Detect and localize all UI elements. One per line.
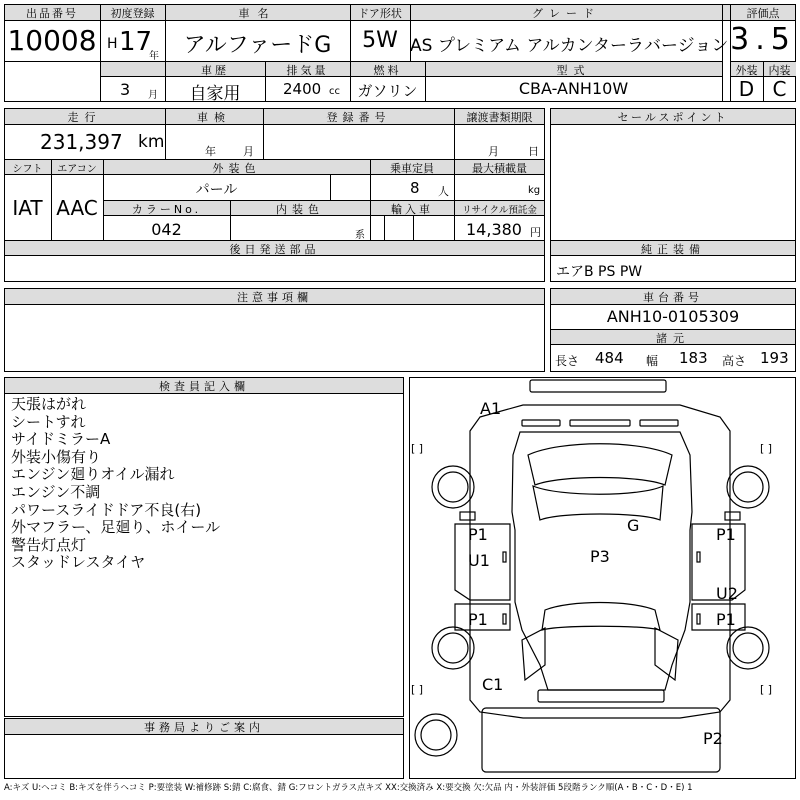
remark-line: 外マフラー、足廻り、ホイール — [11, 518, 221, 537]
name-label: 車名 — [238, 7, 277, 20]
mark-a1: A1 — [480, 399, 502, 418]
length: 484 — [595, 349, 624, 367]
reg-year-unit: 年 — [149, 51, 159, 62]
reg-month: 3 — [120, 80, 131, 99]
remark-line: スタッドレスタイヤ — [11, 553, 146, 572]
legend: A:キズ U:ヘコミ B:キズを伴うヘコミ P:要塗装 W:補修跡 S:錆 C:腐食、錆 G:フロントガラス点キズ XX:交換済み X:要交換 欠:欠品 内・外装評価 5段階ランク順(A・B・C・D・E) 1 — [4, 783, 693, 793]
mark-u1: U1 — [468, 551, 490, 570]
fuel-label: 燃料 — [373, 64, 402, 77]
inspector-remarks — [5, 394, 403, 714]
front-bumper — [530, 380, 666, 392]
grade-label: グレード — [532, 7, 600, 20]
car-diagram — [409, 377, 796, 779]
remark-line: パワースライドドア不良(右) — [11, 500, 202, 519]
color-no-label: カラーNo. — [131, 203, 202, 216]
reg-label: 初度登録 — [110, 7, 155, 20]
remark-line: 外装小傷有り — [11, 447, 102, 466]
mark-p1-lower-left: P1 — [468, 610, 488, 629]
int-label: 内装 — [768, 64, 791, 77]
inspector-label: 検査員記入欄 — [159, 380, 249, 393]
insp-month-unit: 月 — [243, 145, 254, 158]
chassis-number: ANH10-0105309 — [606, 307, 740, 326]
model: CBA-ANH10W — [518, 79, 629, 98]
score: 3.5 — [730, 22, 796, 57]
bracket-front-left: [ ] — [411, 442, 424, 455]
mark-u2: U2 — [716, 584, 738, 603]
mark-p1-upper-right: P1 — [716, 525, 736, 544]
import-label: 輸入車 — [391, 203, 433, 216]
ac-label: エアコン — [57, 164, 97, 175]
insp-year-unit: 年 — [205, 145, 216, 158]
lot-number: 10008 — [7, 24, 97, 57]
capacity-unit: 人 — [438, 185, 449, 198]
reg-month-unit: 月 — [148, 90, 158, 101]
right-mirror — [725, 512, 740, 520]
recycle-amount: 14,380 — [466, 220, 522, 239]
int-color-unit: 系 — [355, 230, 365, 241]
remark-line: シートすれ — [11, 412, 86, 431]
plate-label: 登録番号 — [326, 111, 391, 124]
length-label: 長さ — [555, 354, 580, 368]
remark-line: 天張はがれ — [11, 395, 87, 413]
recycle-label: リサイクル預託金 — [462, 205, 537, 216]
shift-label: シフト — [12, 164, 43, 175]
ext-color: パール — [195, 182, 238, 198]
grade: AS プレミアム アルカンターラバージョン — [410, 36, 729, 56]
office-label: 事務局よりご案内 — [144, 721, 264, 734]
disp-unit: cc — [329, 86, 340, 97]
rear-bumper — [538, 690, 664, 702]
dims-label: 諸元 — [656, 332, 690, 345]
later-parts-label: 後日発送部品 — [229, 243, 320, 256]
height-label: 高さ — [722, 354, 747, 368]
chassis-label: 車台番号 — [643, 291, 703, 304]
ac: AAC — [56, 196, 98, 220]
mark-p2: P2 — [703, 729, 723, 748]
reg-year: 17 — [119, 27, 153, 57]
inspection-label: 車検 — [197, 111, 231, 124]
mark-c1: C1 — [482, 675, 504, 694]
lot-label: 出品番号 — [26, 7, 78, 20]
bracket-rear-left: [ ] — [411, 683, 424, 696]
width: 183 — [679, 349, 708, 367]
mark-p1-lower-right: P1 — [716, 610, 736, 629]
mark-p1-upper-left: P1 — [468, 525, 488, 544]
mileage-unit: km — [138, 132, 165, 152]
history-label: 車歴 — [201, 64, 229, 77]
transfer-month-unit: 月 — [488, 145, 499, 158]
disp-label: 排気量 — [286, 64, 329, 77]
load-unit: kg — [528, 185, 541, 196]
ext-color-label: 外装色 — [212, 162, 261, 175]
mileage: 231,397 — [40, 130, 123, 154]
mark-g: G — [627, 516, 640, 535]
remark-line: エンジン不調 — [11, 482, 101, 501]
ext-score: D — [738, 77, 755, 101]
door-label: ドア形状 — [358, 7, 402, 20]
model-label: 型式 — [556, 64, 591, 77]
height: 193 — [760, 349, 789, 367]
mileage-label: 走行 — [67, 111, 102, 124]
sales-point-label: セールスポイント — [617, 111, 729, 124]
load-label: 最大積載量 — [472, 162, 527, 175]
left-mirror — [460, 512, 475, 520]
displacement: 2400 — [283, 80, 322, 98]
car-name: アルファードG — [183, 33, 332, 58]
recycle-unit: 円 — [530, 226, 541, 239]
history: 自家用 — [189, 84, 241, 104]
bracket-rear-right: [ ] — [760, 683, 773, 696]
notes-label: 注意事項欄 — [237, 291, 312, 304]
windshield — [528, 444, 672, 485]
int-color-label: 内装色 — [276, 203, 324, 216]
door-type: 5W — [362, 28, 398, 53]
capacity-label: 乗車定員 — [390, 162, 434, 175]
remark-line: サイドミラーA — [11, 430, 111, 449]
equipment: エアB PS PW — [556, 264, 643, 280]
int-score: C — [772, 77, 787, 101]
score-label: 評価点 — [746, 7, 780, 20]
remark-line: エンジン廻りオイル漏れ — [11, 465, 175, 484]
color-no: 042 — [151, 220, 182, 239]
reg-era: H — [107, 36, 118, 52]
ext-label: 外装 — [735, 64, 758, 77]
shift: IAT — [12, 196, 43, 220]
mark-p3: P3 — [590, 547, 610, 566]
remark-line: 警告灯点灯 — [11, 535, 87, 554]
width-label: 幅 — [646, 354, 659, 368]
transfer-day-unit: 日 — [528, 145, 539, 158]
fuel: ガソリン — [357, 82, 418, 100]
equipment-label: 純正装備 — [641, 243, 705, 256]
capacity: 8 — [410, 179, 420, 197]
transfer-label: 譲渡書類期限 — [466, 111, 533, 124]
bracket-front-right: [ ] — [760, 442, 773, 455]
